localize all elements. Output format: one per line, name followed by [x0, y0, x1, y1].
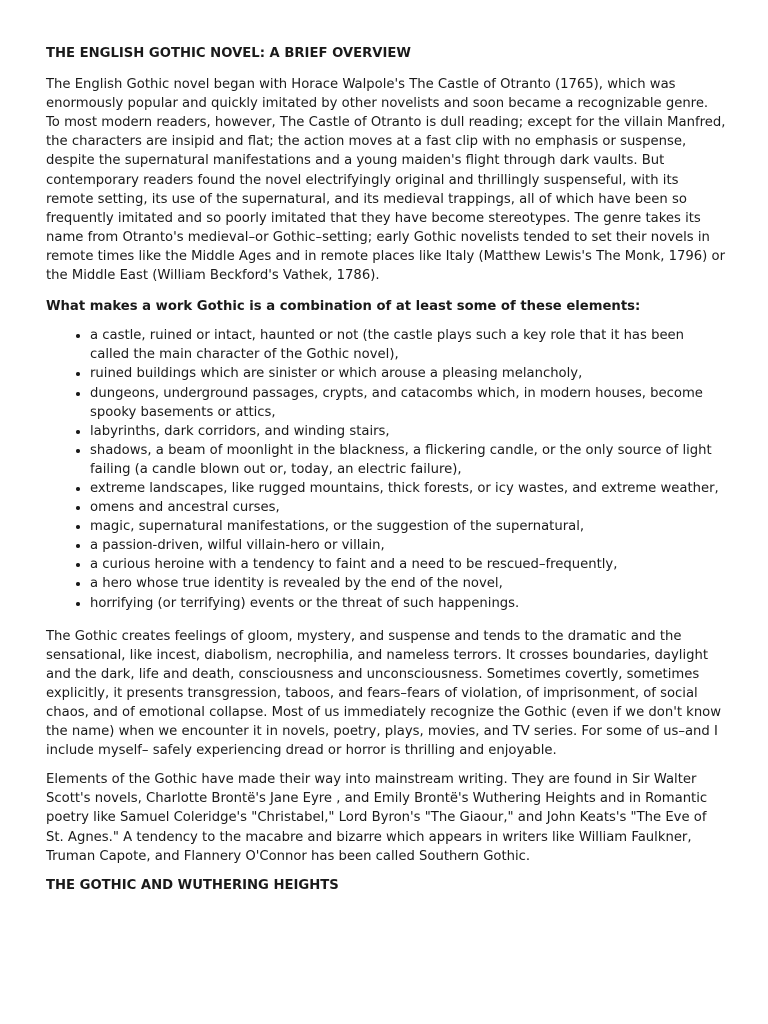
mainstream-paragraph: Elements of the Gothic have made their way into mainstream writing. They are found in Sir Walter Scott's novels, Charlotte Brontë's Jane Eyre , and Emily Brontë's Wuthering Heights and in Romantic poetry like Samuel Coleridge's "Christabel," Lord Byron's "The Giaour," and John Keats's "The Eve of St. Agnes." A tendency to the macabre and bizarre which appears in writers like William Faulkner, Truman Capote, and Flannery O'Connor has been called Southern Gothic.: [46, 772, 708, 864]
list-item: • shadows, a beam of moonlight in the blackness, a flickering candle, or the only source of light failing (a candle blown out or, today, an electric failure),: [90, 441, 726, 479]
list-item: • omens and ancestral curses,: [90, 498, 726, 517]
list-item: • extreme landscapes, like rugged mountains, thick forests, or icy wastes, and extreme weather,: [90, 479, 726, 498]
list-item: • labyrinths, dark corridors, and winding stairs,: [90, 422, 726, 441]
list-item: • a passion-driven, wilful villain-hero or villain,: [90, 536, 726, 555]
document-title: THE ENGLISH GOTHIC NOVEL: A BRIEF OVERVIEW: [46, 46, 411, 61]
list-item: • a curious heroine with a tendency to faint and a need to be rescued–frequently,: [90, 555, 726, 574]
gothic-feelings-paragraph: The Gothic creates feelings of gloom, mystery, and suspense and tends to the dramatic and the sensational, like incest, diabolism, necrophilia, and nameless terrors. It crosses boundaries, daylight and the dark, life and death, consciousness and unconsciousness. Sometimes covertly, sometimes explicitly, it presents transgression, taboos, and fears–fears of violation, of imprisonment, of social chaos, and of emotional collapse. Most of us immediately recognize the Gothic (even if we don't know the name) when we encounter it in novels, poetry, plays, movies, and TV series. For some of us–and I include myself– safely experiencing dread or horror is thrilling and enjoyable.: [46, 628, 722, 759]
document-page: [46, 44, 726, 895]
list-item: • dungeons, underground passages, crypts, and catacombs which, in modern houses, become spooky basements or attics,: [90, 384, 726, 422]
list-item: • a hero whose true identity is revealed by the end of the novel,: [90, 574, 726, 593]
gothic-elements-list: [46, 326, 726, 612]
list-item: • a castle, ruined or intact, haunted or not (the castle plays such a key role that it has been called the main character of the Gothic novel),: [90, 326, 726, 364]
list-item: • ruined buildings which are sinister or which arouse a pleasing melancholy,: [90, 364, 726, 383]
section-heading: THE GOTHIC AND WUTHERING HEIGHTS: [46, 877, 339, 893]
intro-paragraph: The English Gothic novel began with Horace Walpole's The Castle of Otranto (1765), which was enormously popular and quickly imitated by other novelists and soon became a recognizable genre. To most modern readers, however, The Castle of Otranto is dull reading; except for the villain Manfred, the characters are insipid and flat; the action moves at a fast clip with no emphasis or suspense, despite the supernatural manifestations and a young maiden's flight through dark vaults. But contemporary readers found the novel electrifyingly original and thrillingly suspenseful, with its remote setting, its use of the supernatural, and its medieval trappings, all of which have been so frequently imitated and so poorly imitated that they have become stereotypes. The genre takes its name from Otranto's medieval–or Gothic–setting; early Gothic novelists tended to set their novels in remote times like the Middle Ages and in remote places like Italy (Matthew Lewis's The Monk, 1796) or the Middle East (William Beckford's Vathek, 1786).: [46, 77, 726, 284]
list-item: • magic, supernatural manifestations, or the suggestion of the supernatural,: [90, 517, 726, 536]
elements-lead: What makes a work Gothic is a combination of at least some of these elements:: [46, 299, 641, 315]
list-item: • horrifying (or terrifying) events or the threat of such happenings.: [90, 594, 726, 613]
